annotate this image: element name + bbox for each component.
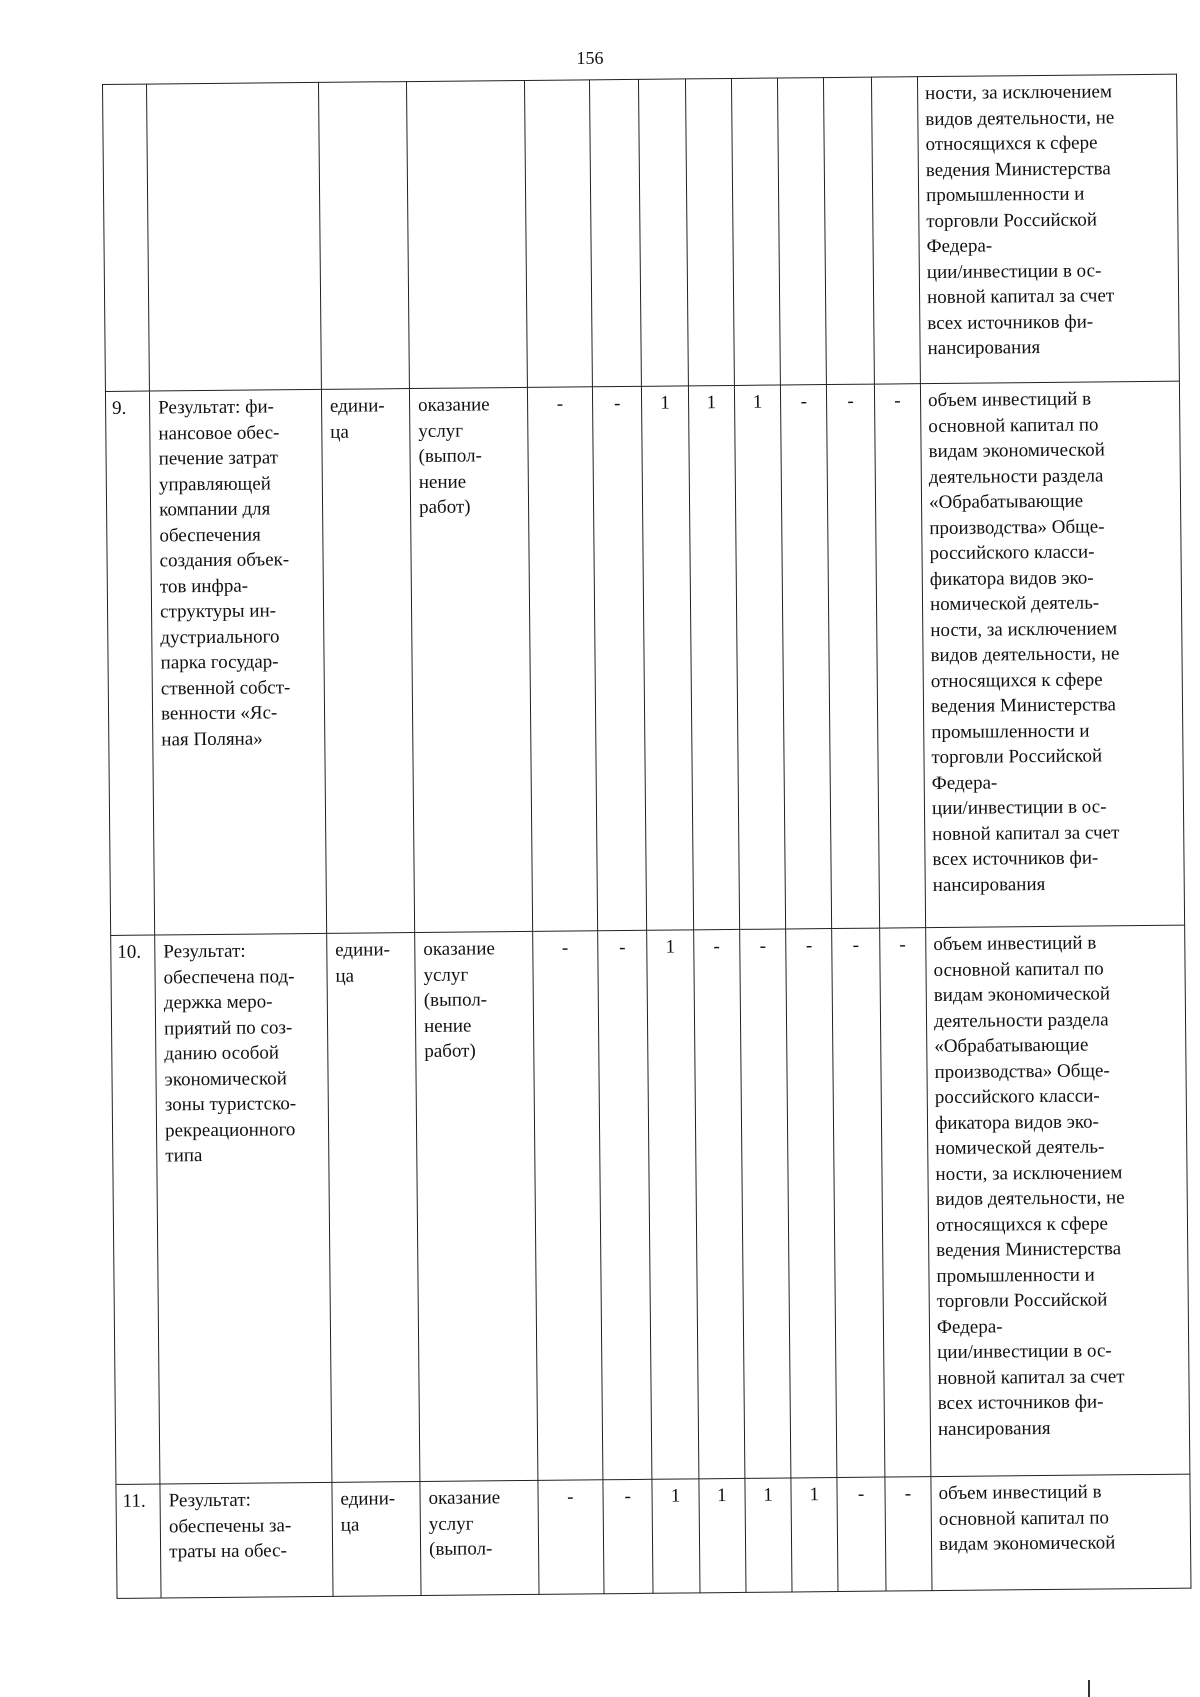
indicator-cell-text: объем инвестиций в основной капитал по видам экономической (938, 1481, 1116, 1556)
result-type-cell (409, 387, 532, 932)
value-cell (524, 80, 592, 388)
value-cell (688, 385, 739, 929)
value-cell (685, 78, 734, 385)
table-row (105, 381, 1184, 935)
value-cell (639, 79, 688, 386)
value-cell-text: - (847, 390, 854, 412)
indicator-cell-text: ности, за исключением видов деятельности, не относящихся к сфере ведения Министерства промышленности и торговли Российской Федера- ции/инвестиции в ос- новной капитал за счет всех источников фи- нансирования (925, 81, 1115, 360)
value-cell-text: - (805, 935, 813, 957)
result-name-cell-text: Результат: фи- нансовое обес- печение затрат управляющей компании для обеспечения создания объек- тов инфра- структуры ин- дустриального парка государ- ственной собст- венности «Яс- ная Поляна» (158, 396, 291, 750)
value-cell (597, 930, 652, 1479)
value-cell-text: - (904, 1483, 912, 1505)
value-cell (879, 928, 931, 1477)
result-type-cell-text: оказание услуг (выпол- нение работ) (417, 394, 490, 518)
row-number-cell-text: 10. (117, 941, 142, 963)
table-row (103, 74, 1180, 391)
value-cell (786, 929, 838, 1478)
indicator-cell (917, 74, 1179, 383)
unit-cell (318, 82, 409, 390)
indicator-cell (931, 1474, 1191, 1590)
value-cell (592, 386, 647, 930)
result-type-cell-text (415, 85, 519, 86)
result-type-cell-text: оказание услуг (выпол- (428, 1487, 501, 1560)
result-name-cell-text: Результат: обеспечена под- держка меро- приятий по соз- данию особой экономической зоны туристско- рекреационного типа (163, 940, 297, 1167)
unit-cell-text: едини- ца (340, 1488, 396, 1536)
value-cell-text: - (713, 936, 720, 958)
unit-cell (321, 389, 414, 934)
unit-cell-text: едини- ца (335, 939, 390, 987)
row-number-cell-text: 9. (112, 397, 127, 419)
value-cell-text: - (857, 1483, 865, 1505)
indicator-cell (926, 925, 1190, 1476)
value-cell-text: - (759, 935, 767, 957)
value-cell (642, 386, 693, 930)
row-number-cell (111, 935, 160, 1484)
table-row (111, 925, 1190, 1484)
value-cell-text: - (800, 391, 808, 413)
value-cell (832, 928, 885, 1477)
value-cell (740, 929, 792, 1478)
value-cell-text: - (624, 1485, 631, 1508)
indicator-cell-text: объем инвестиций в основной капитал по видам экономической деятельности раздела «Обрабатывающие производства» Обще- российского класси- фикатора видов эко- номической деятель- ности, за исключением видов деятельности, не относящихся к сфере ведения Министерства промышленности и торговли Российской Федера- ции/инвестиции в ос- новной капитал за счет всех источников фи- нансирования (933, 932, 1125, 1440)
row-number-cell (103, 84, 150, 391)
result-type-cell-text: оказание услуг (выпол- нение работ) (423, 938, 495, 1062)
value-cell (827, 384, 880, 928)
value-cell-text: - (561, 937, 569, 959)
value-cell-text: - (894, 390, 901, 412)
value-cell-text: - (619, 937, 626, 959)
results-table (102, 74, 1191, 1599)
result-name-cell (160, 1482, 333, 1598)
result-name-cell (147, 82, 322, 391)
value-cell (731, 78, 780, 385)
value-cell (734, 385, 785, 929)
table-row (116, 1474, 1191, 1598)
value-cell (885, 1477, 932, 1591)
result-name-cell (155, 933, 332, 1484)
page-number: 156 (576, 48, 604, 68)
value-cell (837, 1477, 885, 1591)
value-cell-text: 1 (763, 1484, 773, 1506)
row-number-cell (105, 391, 154, 935)
value-cell-text: - (567, 1486, 574, 1508)
value-cell (652, 1479, 699, 1593)
unit-cell-text (327, 86, 401, 87)
value-cell (538, 1480, 604, 1595)
result-name-cell-text (155, 87, 313, 89)
indicator-cell-text: объем инвестиций в основной капитал по видам экономической деятельности раздела «Обрабатывающие производства» Обще- российского класси- фикатора видов эко- номической деятель- ности, за исключением видов деятельности, не относящихся к сфере ведения Министерства промышленности и торговли Российской Федера- ции/инвестиции в ос- новной капитал за счет всех источников фи- нансирования (927, 388, 1120, 896)
value-cell (871, 77, 920, 384)
value-cell-text: 1 (716, 1485, 727, 1507)
value-cell (532, 931, 602, 1481)
result-type-cell (420, 1480, 539, 1595)
value-cell (824, 77, 874, 384)
value-cell-text: 1 (809, 1484, 820, 1506)
result-type-cell (415, 931, 538, 1481)
indicator-cell (920, 381, 1184, 927)
value-cell-text: - (556, 393, 564, 415)
value-cell (874, 384, 925, 928)
value-cell-text: 1 (665, 936, 676, 958)
row-number-cell (116, 1484, 161, 1598)
value-cell-text: 1 (706, 392, 717, 414)
unit-cell-text: едини- ца (329, 395, 385, 443)
value-cell (603, 1479, 654, 1593)
value-cell (527, 387, 597, 932)
result-name-cell (149, 389, 326, 935)
result-type-cell (406, 80, 527, 388)
value-cell-text (527, 84, 587, 85)
value-cell-text: 1 (670, 1485, 681, 1507)
value-cell-text: 1 (660, 392, 670, 414)
unit-cell (327, 933, 420, 1483)
value-cell-text: - (613, 393, 621, 415)
value-cell-text: - (852, 934, 860, 956)
value-cell (745, 1478, 792, 1592)
value-cell (778, 78, 827, 385)
value-cell-text: 1 (752, 391, 763, 413)
result-name-cell-text: Результат: обеспечены за- траты на обес- (168, 1489, 292, 1563)
value-cell (693, 929, 745, 1478)
value-cell (699, 1478, 746, 1592)
row-number-cell-text: 11. (122, 1490, 146, 1512)
scan-edge-mark (1088, 1680, 1090, 1697)
value-cell (781, 385, 832, 929)
unit-cell (332, 1482, 421, 1597)
value-cell (647, 930, 699, 1479)
value-cell (791, 1478, 838, 1592)
value-cell-text: - (899, 934, 906, 956)
value-cell (589, 79, 642, 386)
